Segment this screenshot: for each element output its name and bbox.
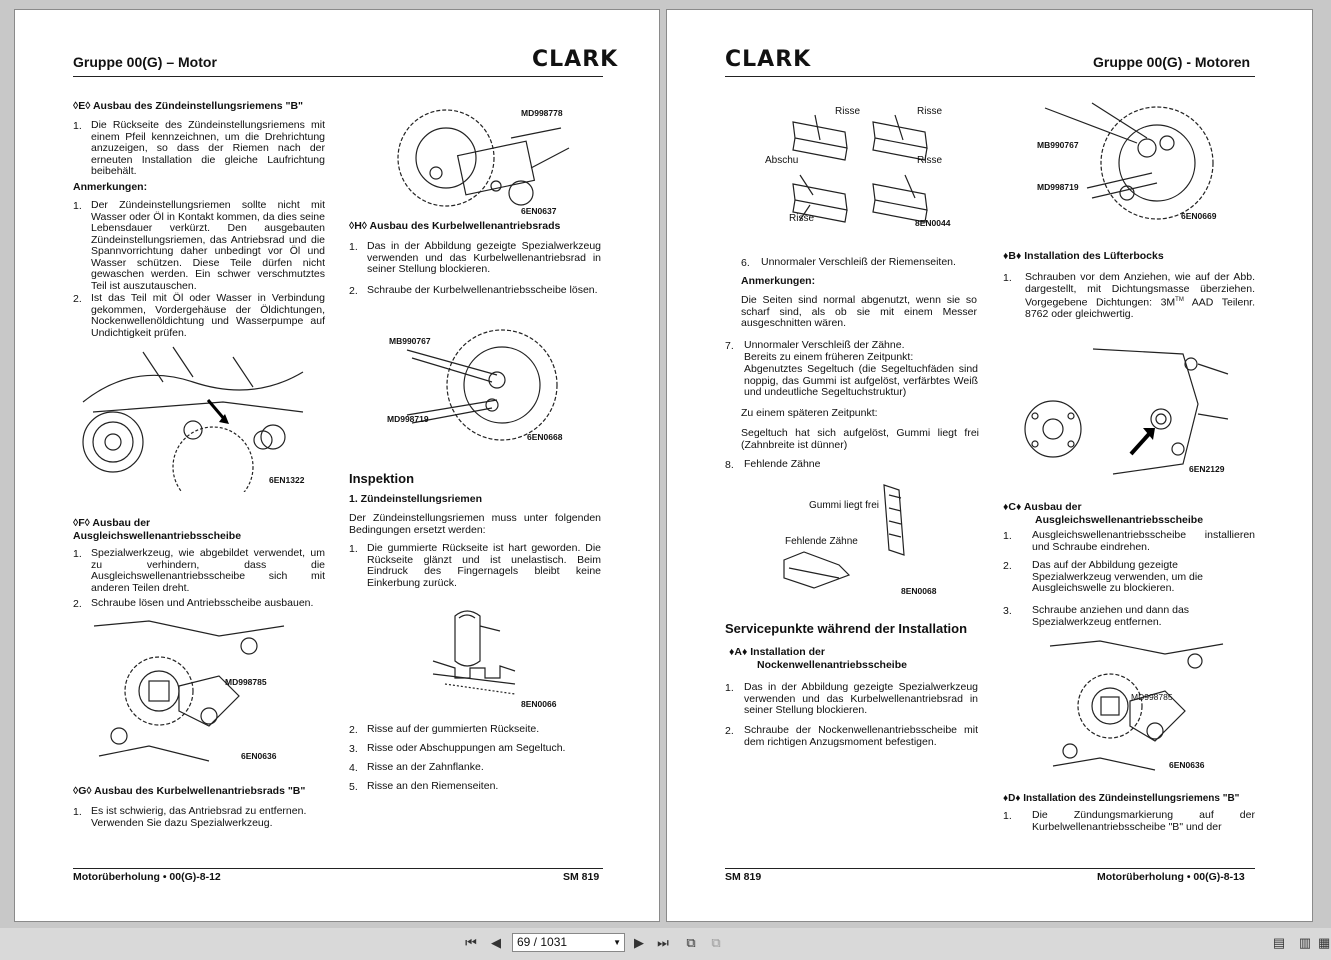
section-g-heading: ◊G◊ Ausbau des Kurbelwellenantriebsrads "B"	[73, 785, 306, 797]
marker-b-icon: ♦B♦	[1003, 250, 1022, 262]
e-step-1: Die Rückseite des Zündeinstellungsriemens mit einem Pfeil kennzeichnen, um die Drehrichtung anzuzeigen, so dass der Riemen nach der erneuten Installation die gleiche Laufrichtung beibehält.	[91, 119, 325, 177]
notes-label: Anmerkungen:	[73, 181, 148, 193]
inspection-item-3: Risse oder Abschuppungen am Segeltuch.	[367, 742, 566, 754]
f-step-2: Schraube lösen und Antriebsscheibe ausbauen.	[91, 597, 314, 609]
notes-label: Anmerkungen:	[741, 275, 816, 287]
list-number: 2.	[349, 285, 358, 297]
marker-e-icon: ◊E◊	[73, 100, 91, 112]
service-points-title: Servicepunkte während der Installation	[725, 621, 968, 636]
figure-code: 6EN0636	[241, 751, 277, 761]
crack-label: Risse	[835, 106, 861, 117]
first-page-icon: ⏮	[465, 935, 477, 950]
list-number: 1.	[73, 120, 82, 132]
figure-code: 8EN0044	[915, 218, 951, 228]
balancer-pulley-figure	[89, 616, 289, 766]
footer-rule	[73, 868, 603, 869]
section-a-heading: ♦A♦ Installation der Nockenwellenantriebsscheibe	[729, 646, 907, 671]
list-number: 2.	[349, 724, 358, 736]
marker-f-icon: ◊F◊	[73, 517, 90, 529]
marker-h-icon: ◊H◊	[349, 220, 367, 232]
section-h-heading: ◊H◊ Ausbau des Kurbelwellenantriebsrads	[349, 220, 561, 232]
footer-right: SM 819	[563, 871, 600, 883]
item-7-later-text: Segeltuch hat sich aufgelöst, Gummi liegt frei (Zahnbreite ist dünner)	[741, 427, 979, 451]
marker-c-icon: ♦C♦	[1003, 501, 1022, 513]
figure-code: 6EN2129	[1189, 464, 1225, 474]
tool-label: MD998785	[1131, 692, 1173, 702]
footer-left: SM 819	[725, 871, 762, 883]
figure-code: 8EN0066	[521, 699, 557, 709]
fan-bracket-figure	[1023, 344, 1233, 478]
prev-page-icon: ◀	[491, 935, 501, 950]
d-step-1: Die Zündungsmarkierung auf der Kurbelwellenantriebsscheibe "B" und der	[1032, 809, 1255, 833]
footer-left: Motorüberholung • 00(G)-8-12	[73, 871, 221, 883]
single-page-icon: ▤	[1272, 935, 1286, 950]
list-number: 2.	[73, 598, 82, 610]
header-rule	[725, 76, 1255, 77]
page-number-select[interactable]: 69 / 1031 ▼	[512, 933, 625, 952]
clark-logo: CLARK	[725, 47, 812, 72]
list-number: 4.	[349, 762, 358, 774]
footer-rule	[725, 868, 1255, 869]
page-copy-icon: ⧉	[686, 935, 696, 950]
camshaft-tool-figure	[1037, 98, 1219, 232]
rotate-button[interactable]	[682, 934, 700, 952]
balancer-pulley-figure	[1045, 636, 1225, 772]
section-d-heading: ♦D♦ Installation des Zündeinstellungsriemens "B"	[1003, 793, 1240, 804]
section-f-heading: ◊F◊ Ausbau der Ausgleichswellenantriebsscheibe	[73, 517, 242, 542]
note-a: Die Seiten sind normal abgenutzt, wenn sie so scharf sind, als ob sie mit einem Messer ausgeschnitten wären.	[741, 294, 977, 329]
inspection-item-4: Risse an der Zahnflanke.	[367, 761, 484, 773]
c-step-1: Ausgleichswellenantriebsscheibe installieren und Schraube eindrehen.	[1032, 529, 1255, 553]
list-number: 1.	[1003, 272, 1012, 284]
note-2: Ist das Teil mit Öl oder Wasser in Verbindung gekommen, Vordergehäuse der Öldichtungen, Nockenwellenöldichtung und Wasserpumpe auf Undichtigkeit prüfen.	[91, 292, 325, 339]
list-number: 1.	[1003, 810, 1012, 822]
last-page-button[interactable]	[654, 934, 672, 952]
item-7-later: Zu einem späteren Zeitpunkt:	[741, 407, 878, 419]
marker-g-icon: ◊G◊	[73, 785, 92, 797]
crack-label: Risse	[917, 106, 943, 117]
inspection-item-2: Risse auf der gummierten Rückseite.	[367, 723, 540, 735]
two-page-button[interactable]	[707, 934, 725, 952]
facing-view-button[interactable]	[1318, 934, 1330, 952]
list-number: 2.	[1003, 560, 1012, 572]
section-e-heading: ◊E◊ Ausbau des Zündeinstellungsriemens "B"	[73, 100, 304, 112]
list-number: 8.	[725, 459, 734, 471]
pdf-viewer-toolbar	[0, 928, 1331, 960]
list-number: 1.	[349, 543, 358, 555]
c-step-2: Das auf der Abbildung gezeigte Spezialwerkzeug verwenden, um die Ausgleichswelle zu blockieren.	[1032, 559, 1204, 594]
figure-code: 6EN0637	[521, 206, 557, 216]
tool-label: MD998719	[1037, 182, 1079, 192]
right-page	[666, 9, 1313, 922]
exposed-rubber-label: Gummi liegt frei	[809, 500, 880, 511]
continuous-page-icon: ▥	[1298, 935, 1312, 950]
left-page	[14, 9, 660, 922]
a-step-2: Schraube der Nockenwellenantriebsscheibe mit dem richtigen Anzugsmoment befestigen.	[744, 724, 978, 748]
page-header-title: Gruppe 00(G) - Motoren	[1093, 54, 1251, 70]
sprocket-tool-figure	[391, 98, 571, 226]
b-step-1: Schrauben vor dem Anziehen, wie auf der Abb. dargestellt, mit Dichtungsmasse überziehen. Vorgegebene Dichtungen: 3M™ AAD Teilenr. 8762 oder gleichwertig.	[1025, 271, 1255, 320]
continuous-view-button[interactable]	[1296, 934, 1314, 952]
chevron-down-icon: ▼	[613, 938, 621, 947]
last-page-icon: ⏭	[657, 935, 669, 950]
inspection-intro: Der Zündeinstellungsriemen muss unter folgenden Bedingungen ersetzt werden:	[349, 512, 601, 536]
list-number: 1.	[73, 548, 82, 560]
g-step-1: Es ist schwierig, das Antriebsrad zu entfernen. Verwenden Sie dazu Spezialwerkzeug.	[91, 805, 307, 829]
note-1: Der Zündeinstellungsriemen sollte nicht mit Wasser oder Öl in Kontakt kommen, da dies seine Lebensdauer verkürzt. Den ausgebauten Zündeinstellungsriemen, das Antriebsrad und die Spannvorrichtung daher unbedingt vor Öl und Wasser schützen. Diese Teile dürfen nicht gewaschen werden. Ein schwer verschmutztes Teil ist auszutauschen.	[91, 199, 325, 292]
list-number: 6.	[741, 257, 750, 269]
list-number: 1.	[349, 241, 358, 253]
inspection-title: Inspektion	[349, 471, 415, 486]
tool-label: MB990767	[389, 336, 431, 346]
list-number: 5.	[349, 781, 358, 793]
list-number: 7.	[725, 340, 734, 352]
figure-code: 6EN0669	[1181, 211, 1217, 221]
section-b-heading: ♦B♦ Installation des Lüfterbocks	[1003, 250, 1164, 262]
facing-page-icon: ▦	[1318, 935, 1331, 950]
tool-label: MD998719	[387, 414, 429, 424]
h-step-1: Das in der Abbildung gezeigte Spezialwerkzeug verwenden und das Kurbelwellenantriebsrad in seiner Stellung blockieren.	[367, 240, 601, 275]
inspection-item-5: Risse an den Riemenseiten.	[367, 780, 499, 792]
belt-crack-figure	[755, 100, 955, 230]
missing-teeth-figure	[779, 480, 949, 598]
c-step-3: Schraube anziehen und dann das Spezialwerkzeug entfernen.	[1032, 604, 1190, 628]
figure-code: 6EN0636	[1169, 760, 1205, 770]
prev-page-button[interactable]	[487, 934, 505, 952]
timing-belt-figure	[73, 342, 309, 492]
header-rule	[73, 76, 603, 77]
h-step-2: Schraube der Kurbelwellenantriebsscheibe lösen.	[367, 284, 598, 296]
section-c-heading: ♦C♦ Ausbau der Ausgleichswellenantriebsscheibe	[1003, 501, 1204, 526]
list-number: 1.	[73, 200, 82, 212]
list-number: 3.	[349, 743, 358, 755]
item-8: Fehlende Zähne	[744, 458, 821, 470]
figure-code: 8EN0068	[901, 586, 937, 596]
marker-d-icon: ♦D♦	[1003, 793, 1021, 804]
item-6: Unnormaler Verschleiß der Riemenseiten.	[761, 256, 956, 268]
page-header-title: Gruppe 00(G) – Motor	[73, 54, 217, 70]
missing-teeth-label: Fehlende Zähne	[785, 536, 858, 547]
tool-label: MB990767	[1037, 140, 1079, 150]
marker-a-icon: ♦A♦	[729, 646, 748, 658]
list-number: 1.	[73, 806, 82, 818]
crank-sprocket-figure	[387, 320, 563, 452]
first-page-button[interactable]	[462, 934, 480, 952]
crack-label: Risse	[789, 213, 815, 224]
item-7-earlier: Bereits zu einem früheren Zeitpunkt:	[744, 351, 914, 363]
finger-nail-figure	[425, 606, 575, 714]
page-copy-disabled-icon: ⧉	[711, 935, 721, 950]
item-7-earlier-text: Abgenutztes Segeltuch (die Segeltuchfäden sind noppig, das Gummi ist aufgelöst, verfärbtes Weiß und undeutliche Segeltuchstruktur)	[744, 363, 978, 398]
figure-code: 6EN0668	[527, 432, 563, 442]
list-number: 1.	[725, 682, 734, 694]
f-step-1: Spezialwerkzeug, wie abgebildet verwendet, um zu verhindern, dass die Ausgleichswellenantriebsscheibe sich mit anderen Teilen dreht.	[91, 547, 325, 594]
footer-right: Motorüberholung • 00(G)-8-13	[1097, 871, 1245, 883]
list-number: 1.	[1003, 530, 1012, 542]
list-number: 2.	[73, 293, 82, 305]
inspection-subheading: 1. Zündeinstellungsriemen	[349, 493, 483, 505]
clark-logo: CLARK	[532, 47, 619, 72]
tool-label: MD998778	[521, 108, 563, 118]
inspection-item-1: Die gummierte Rückseite ist hart geworden. Die Rückseite glänzt und ist unelastisch. Beim Eindruck des Fingernagels bleibt keine Einkerbung zurück.	[367, 542, 601, 589]
tool-label: MD998785	[225, 677, 267, 687]
figure-code: 6EN1322	[269, 475, 305, 485]
list-number: 3.	[1003, 605, 1012, 617]
item-7-title: Unnormaler Verschleiß der Zähne.	[744, 339, 905, 351]
chipping-label: Abschu	[765, 155, 799, 166]
a-step-1: Das in der Abbildung gezeigte Spezialwerkzeug verwenden und das Kurbelwellenantriebsrad in seiner Stellung blockieren.	[744, 681, 978, 716]
crack-label: Risse	[917, 155, 943, 166]
next-page-icon: ▶	[634, 935, 644, 950]
single-page-view-button[interactable]	[1270, 934, 1288, 952]
list-number: 2.	[725, 725, 734, 737]
next-page-button[interactable]	[630, 934, 648, 952]
